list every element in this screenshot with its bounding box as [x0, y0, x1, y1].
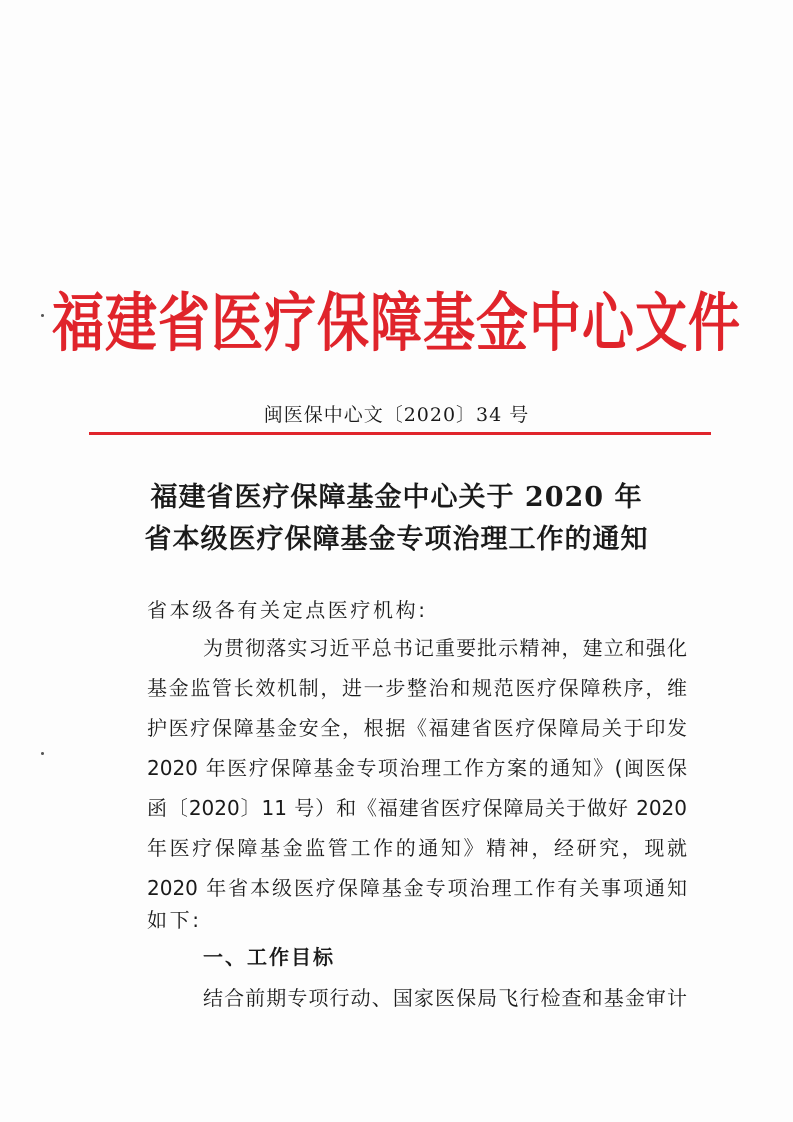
- paragraph-line: 2020 年医疗保障基金专项治理工作方案的通知》(闽医保: [147, 756, 687, 780]
- salutation: 省本级各有关定点医疗机构:: [147, 598, 428, 622]
- paragraph-line: 年医疗保障基金监管工作的通知》精神，经研究，现就: [147, 836, 687, 860]
- paragraph-line: 函〔2020〕11 号）和《福建省医疗保障局关于做好 2020: [147, 796, 687, 820]
- paragraph-line: 结合前期专项行动、国家医保局飞行检查和基金审计: [203, 986, 687, 1010]
- paragraph-line: 如下:: [147, 908, 202, 932]
- red-divider-line: [89, 432, 711, 435]
- paragraph-line: 基金监管长效机制，进一步整治和规范医疗保障秩序，维: [147, 676, 687, 700]
- notice-title-line-1: 福建省医疗保障基金中心关于 2020 年: [150, 482, 643, 513]
- document-number: 闽医保中心文〔2020〕34 号: [263, 404, 530, 426]
- scan-speck: [41, 752, 44, 755]
- notice-title-line-2: 省本级医疗保障基金专项治理工作的通知: [144, 524, 649, 555]
- paragraph-line: 为贯彻落实习近平总书记重要批示精神，建立和强化: [203, 636, 687, 660]
- issuer-header-title: 福建省医疗保障基金中心文件: [51, 286, 741, 362]
- paragraph-line: 护医疗保障基金安全，根据《福建省医疗保障局关于印发: [147, 716, 687, 740]
- section-heading-work-goals: 一、工作目标: [203, 945, 335, 969]
- paragraph-line: 2020 年省本级医疗保障基金专项治理工作有关事项通知: [147, 876, 687, 900]
